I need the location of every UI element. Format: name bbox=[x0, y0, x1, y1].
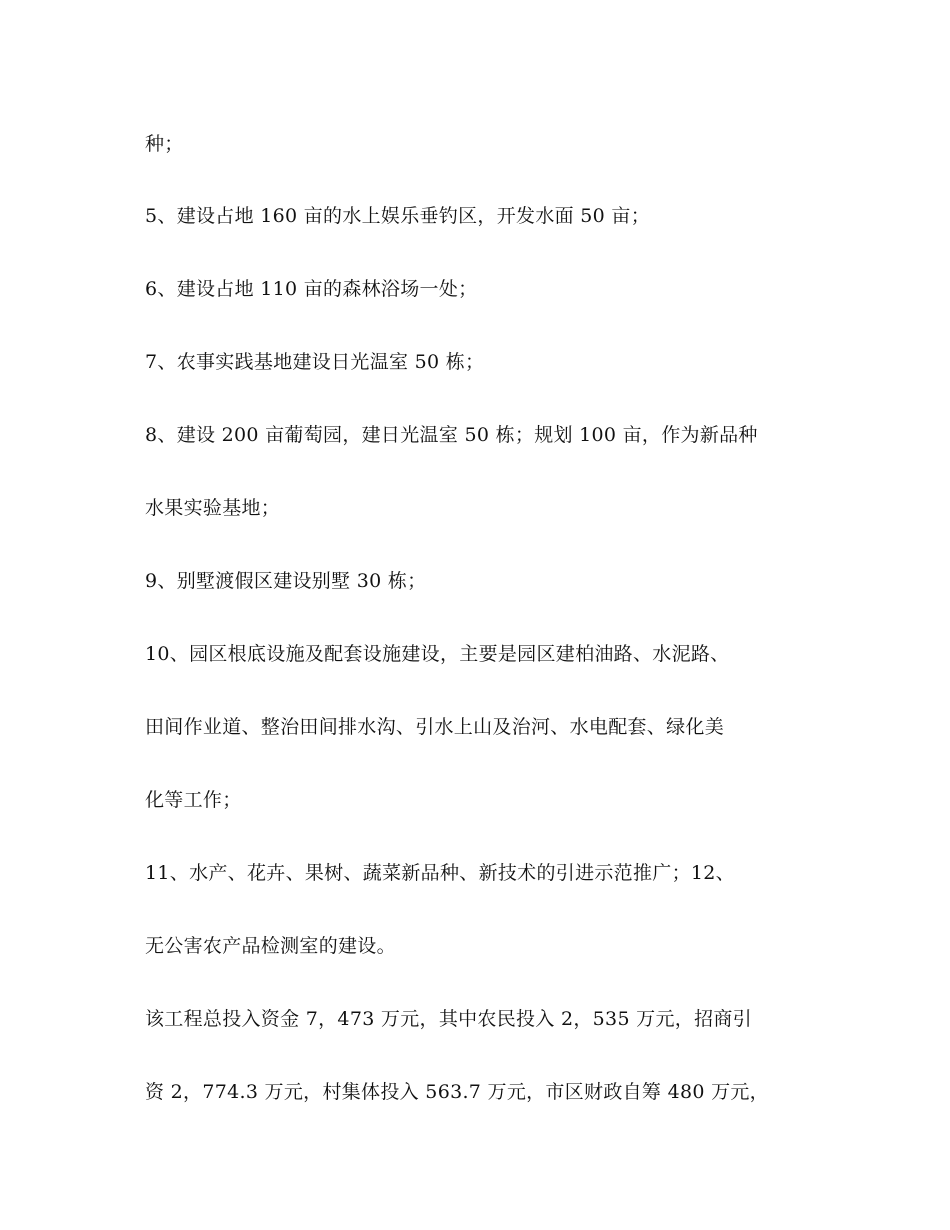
text-line-12: 无公害农产品检测室的建设。 bbox=[145, 935, 396, 957]
text-line-7: 9、别墅渡假区建设别墅 30 栋； bbox=[145, 570, 427, 592]
text-line-6: 水果实验基地； bbox=[145, 497, 281, 519]
text-line-5: 8、建设 200 亩葡萄园，建日光温室 50 栋；规划 100 亩，作为新品种 bbox=[145, 424, 758, 446]
text-line-2: 5、建设占地 160 亩的水上娱乐垂钓区，开发水面 50 亩； bbox=[145, 205, 650, 227]
text-line-4: 7、农事实践基地建设日光温室 50 栋； bbox=[145, 351, 485, 373]
text-line-9: 田间作业道、整治田间排水沟、引水上山及治河、水电配套、绿化美 bbox=[145, 716, 725, 738]
text-line-14: 资 2，774.3 万元，村集体投入 563.7 万元，市区财政自筹 480 万元， bbox=[145, 1081, 769, 1103]
text-line-10: 化等工作； bbox=[145, 789, 242, 811]
text-line-1: 种； bbox=[145, 133, 184, 155]
text-line-3: 6、建设占地 110 亩的森林浴场一处； bbox=[145, 278, 478, 300]
text-line-8: 10、园区根底设施及配套设施建设，主要是园区建柏油路、水泥路、 bbox=[145, 643, 730, 665]
text-line-13: 该工程总投入资金 7，473 万元，其中农民投入 2，535 万元，招商引 bbox=[145, 1008, 752, 1030]
text-line-11: 11、水产、花卉、果树、蔬菜新品种、新技术的引进示范推广；12、 bbox=[145, 862, 735, 884]
